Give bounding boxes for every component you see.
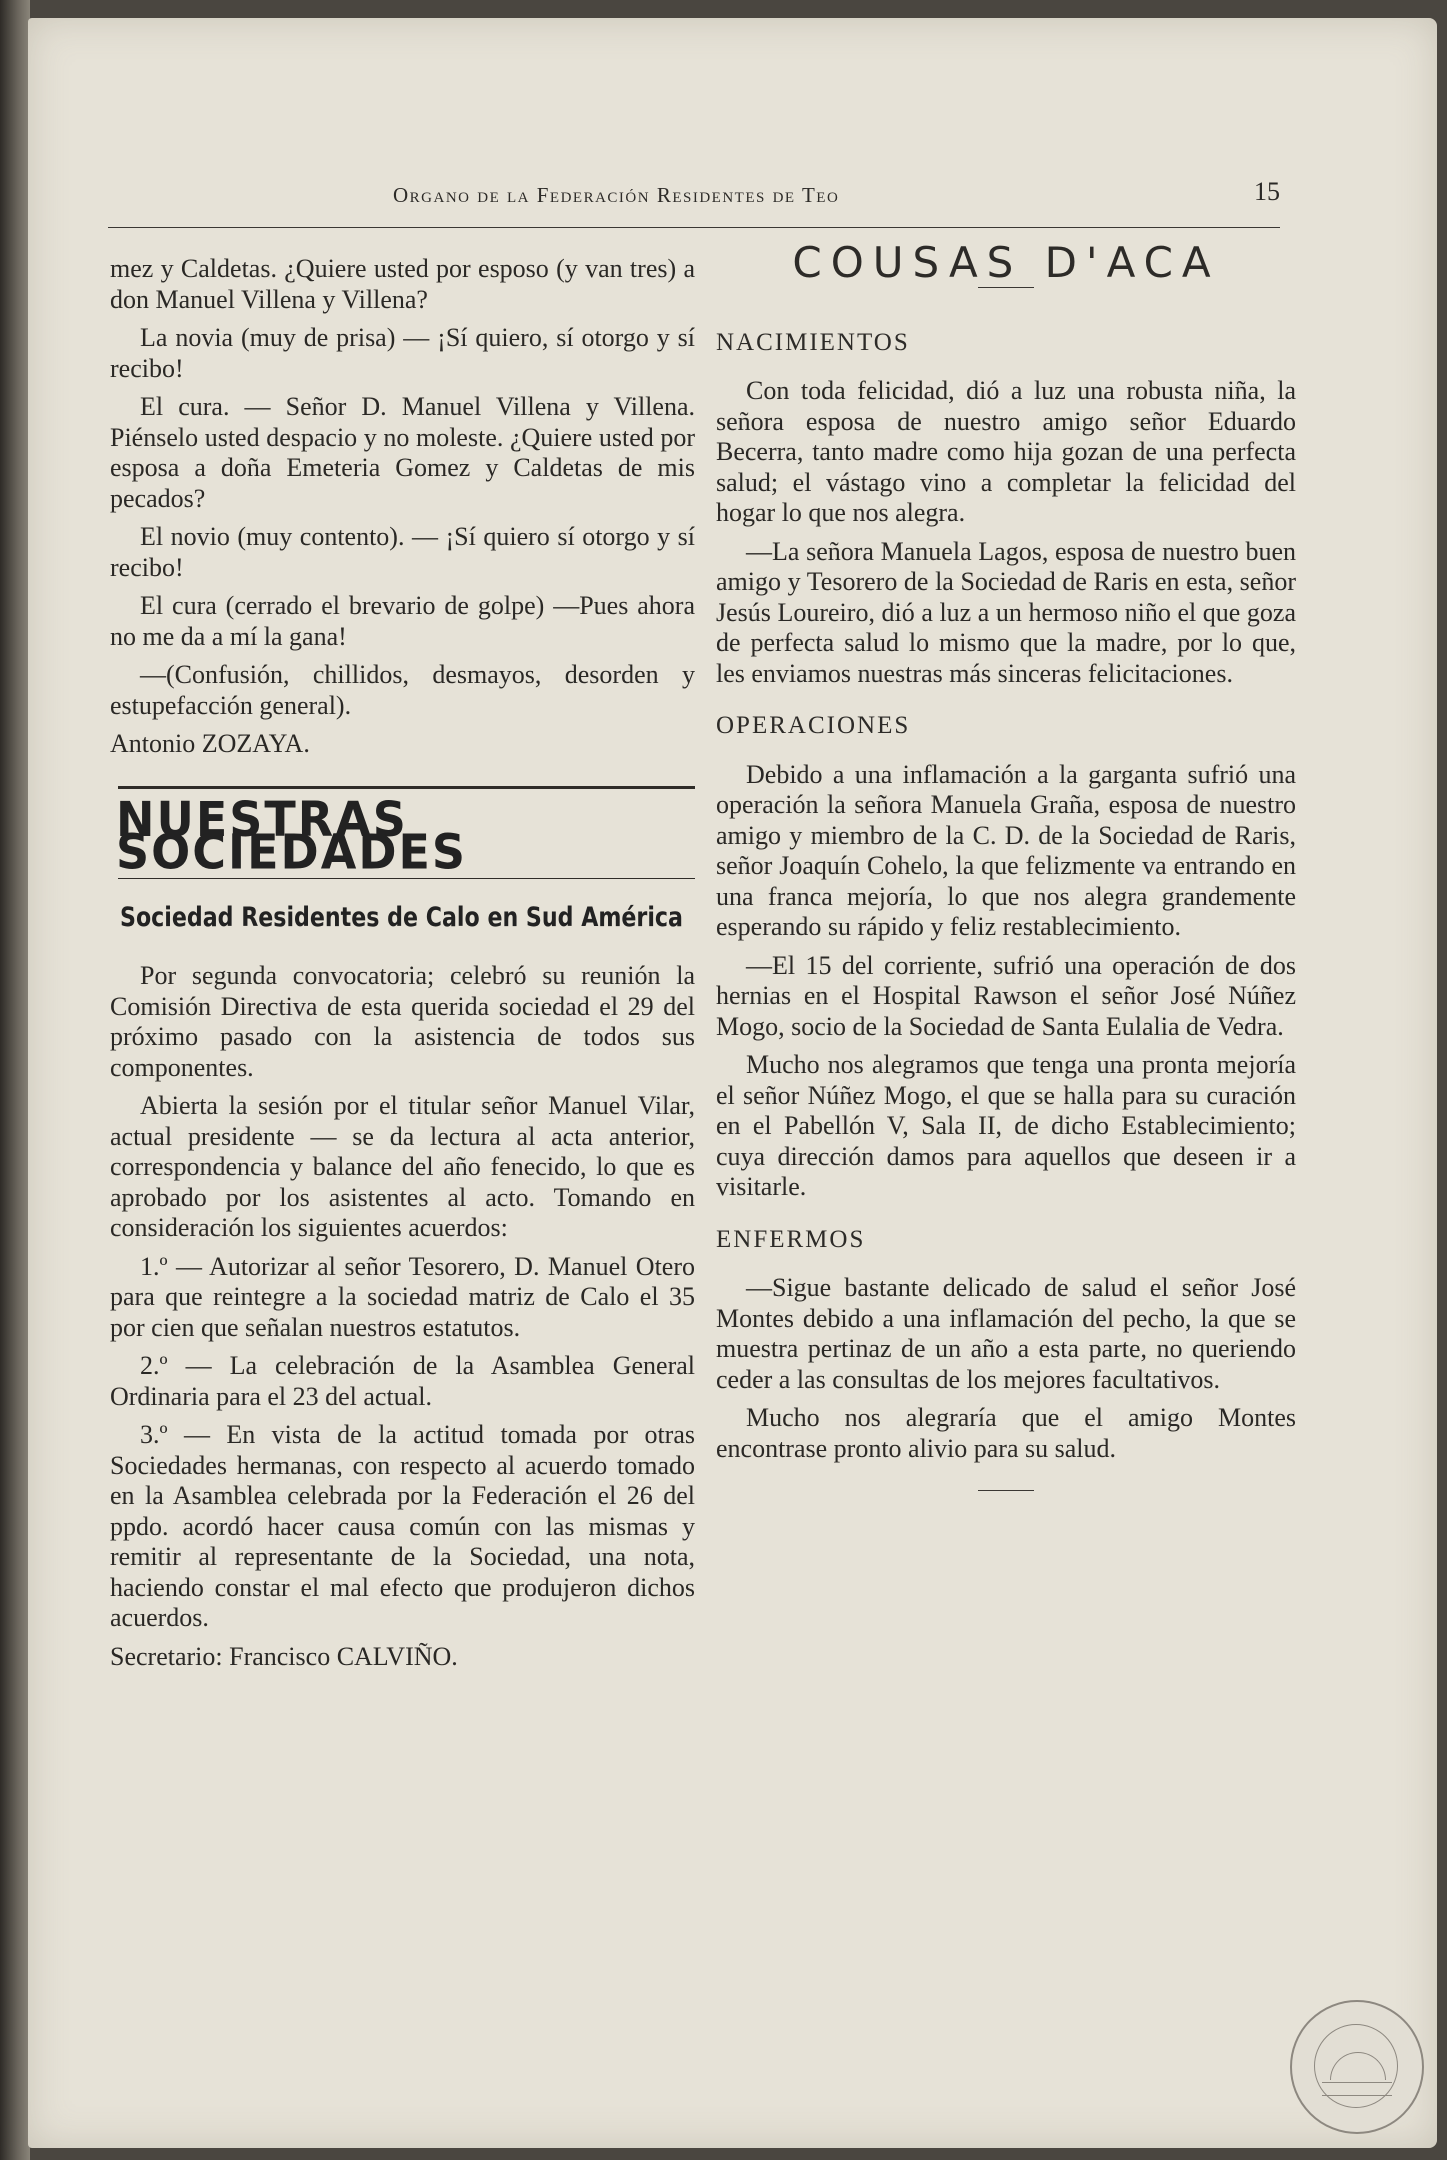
article-paragraph: Mucho nos alegraría que el amigo Montes encontrase pronto alivio para su salud.	[716, 1403, 1296, 1463]
section-title-cousas-daca: COUSAS D'ACA	[792, 238, 1220, 287]
article-paragraph: Con toda felicidad, dió a luz una robusta niña, la señora esposa de nuestro amigo señor Eduardo Becerra, tanto madre como hija gozan de una perfecta salud; el vástago vino a completar la felicidad del hogar lo que nos alegra.	[716, 376, 1296, 527]
article-paragraph: Mucho nos alegramos que tenga una pronta mejoría el señor Núñez Mogo, el que se halla para su curación en el Pabellón V, Sala II, de dicho Establecimiento; cuya dirección damos para aquellos que deseen ir a visitarle.	[716, 1050, 1296, 1201]
article-paragraph: —Sigue bastante delicado de salud el señor José Montes debido a una inflamación del pecho, la que se muestra pertinaz de un año a esta parte, no queriendo ceder a las consultas de los mejores facultativos.	[716, 1273, 1296, 1394]
author-signature: Antonio ZOZAYA.	[110, 729, 310, 758]
article-paragraph: El novio (muy contento). — ¡Sí quiero sí otorgo y sí recibo!	[110, 522, 695, 582]
article-paragraph: 1.º — Autorizar al señor Tesorero, D. Manuel Otero para que reintegre a la sociedad matriz de Calo el 35 por cien que señalan nuestros estatutos.	[110, 1251, 695, 1342]
heading-enfermos: ENFERMOS	[716, 1225, 866, 1253]
article-paragraph: 3.º — En vista de la actitud tomada por otras Sociedades hermanas, con respecto al acuerdo tomado en la Asamblea celebrada por la Federación el 26 del ppdo. acordó hacer causa común con las mismas y remitir al representante de la Sociedad, una nota, haciendo constar el mal efecto que produjeron dichos acuerdos.	[110, 1420, 695, 1632]
section-title-nuestras-sociedades: NUESTRAS SOCIEDADES	[116, 790, 468, 880]
heading-operaciones: OPERACIONES	[716, 712, 911, 739]
left-column	[110, 254, 695, 1680]
article-paragraph: Debido a una inflamación a la garganta sufrió una operación la señora Manuela Graña, esposa de nuestro amigo y miembro de la C. D. de la Sociedad de Raris, señor Joaquín Cohelo, la que felizmente va entrando en una franca mejoría, lo que nos alegra grandemente esperando su rápido y feliz restablecimiento.	[716, 759, 1296, 941]
end-divider	[978, 1490, 1034, 1491]
header-title: Organo de la Federación Residentes de Teo	[393, 183, 840, 207]
article-paragraph: Abierta la sesión por el titular señor Manuel Vilar, actual presidente — se da lectura al acta anterior, correspondencia y balance del año fenecido, lo que es aprobado por los asistentes al acto. Tomando en consideración los siguientes acuerdos:	[110, 1091, 695, 1242]
page-gutter	[0, 0, 30, 2160]
article-paragraph: El cura. — Señor D. Manuel Villena y Villena. Piénselo usted despacio y no moleste. ¿Quiere usted por esposa a doña Emeteria Gomez y Caldetas de mis pecados?	[110, 392, 695, 513]
library-seal	[1290, 2000, 1424, 2134]
seal-base	[1322, 2082, 1392, 2096]
article-paragraph: —La señora Manuela Lagos, esposa de nuestro buen amigo y Tesorero de la Sociedad de Raris en esta, señor Jesús Loureiro, dió a luz a un hermoso niño el que goza de perfecta salud lo mismo que la madre, por lo que, les enviamos nuestras más sinceras felicitaciones.	[716, 536, 1296, 688]
page-header	[108, 175, 1280, 228]
page-number: 15	[1254, 177, 1280, 206]
article-paragraph: La novia (muy de prisa) — ¡Sí quiero, sí otorgo y sí recibo!	[110, 323, 695, 383]
subsection-title: Sociedad Residentes de Calo en Sud América	[120, 901, 683, 933]
right-column	[716, 238, 1296, 1491]
article-paragraph: —(Confusión, chillidos, desmayos, desorden y estupefacción general).	[110, 660, 695, 720]
article-paragraph: mez y Caldetas. ¿Quiere usted por esposo (y van tres) a don Manuel Villena y Villena?	[110, 254, 695, 314]
article-paragraph: —El 15 del corriente, sufrió una operación de dos hernias en el Hospital Rawson el señor José Núñez Mogo, socio de la Sociedad de Santa Eulalia de Vedra.	[716, 950, 1296, 1041]
article-paragraph: 2.º — La celebración de la Asamblea General Ordinaria para el 23 del actual.	[110, 1351, 695, 1411]
section-divider	[118, 786, 695, 789]
article-paragraph: Por segunda convocatoria; celebró su reunión la Comisión Directiva de esta querida sociedad el 29 del próximo pasado con la asistencia de todos sus componentes.	[110, 961, 695, 1082]
secretary-signature: Secretario: Francisco CALVIÑO.	[110, 1641, 458, 1671]
heading-nacimientos: NACIMIENTOS	[716, 328, 910, 356]
article-paragraph: El cura (cerrado el brevario de golpe) —Pues ahora no me da a mí la gana!	[110, 591, 695, 651]
